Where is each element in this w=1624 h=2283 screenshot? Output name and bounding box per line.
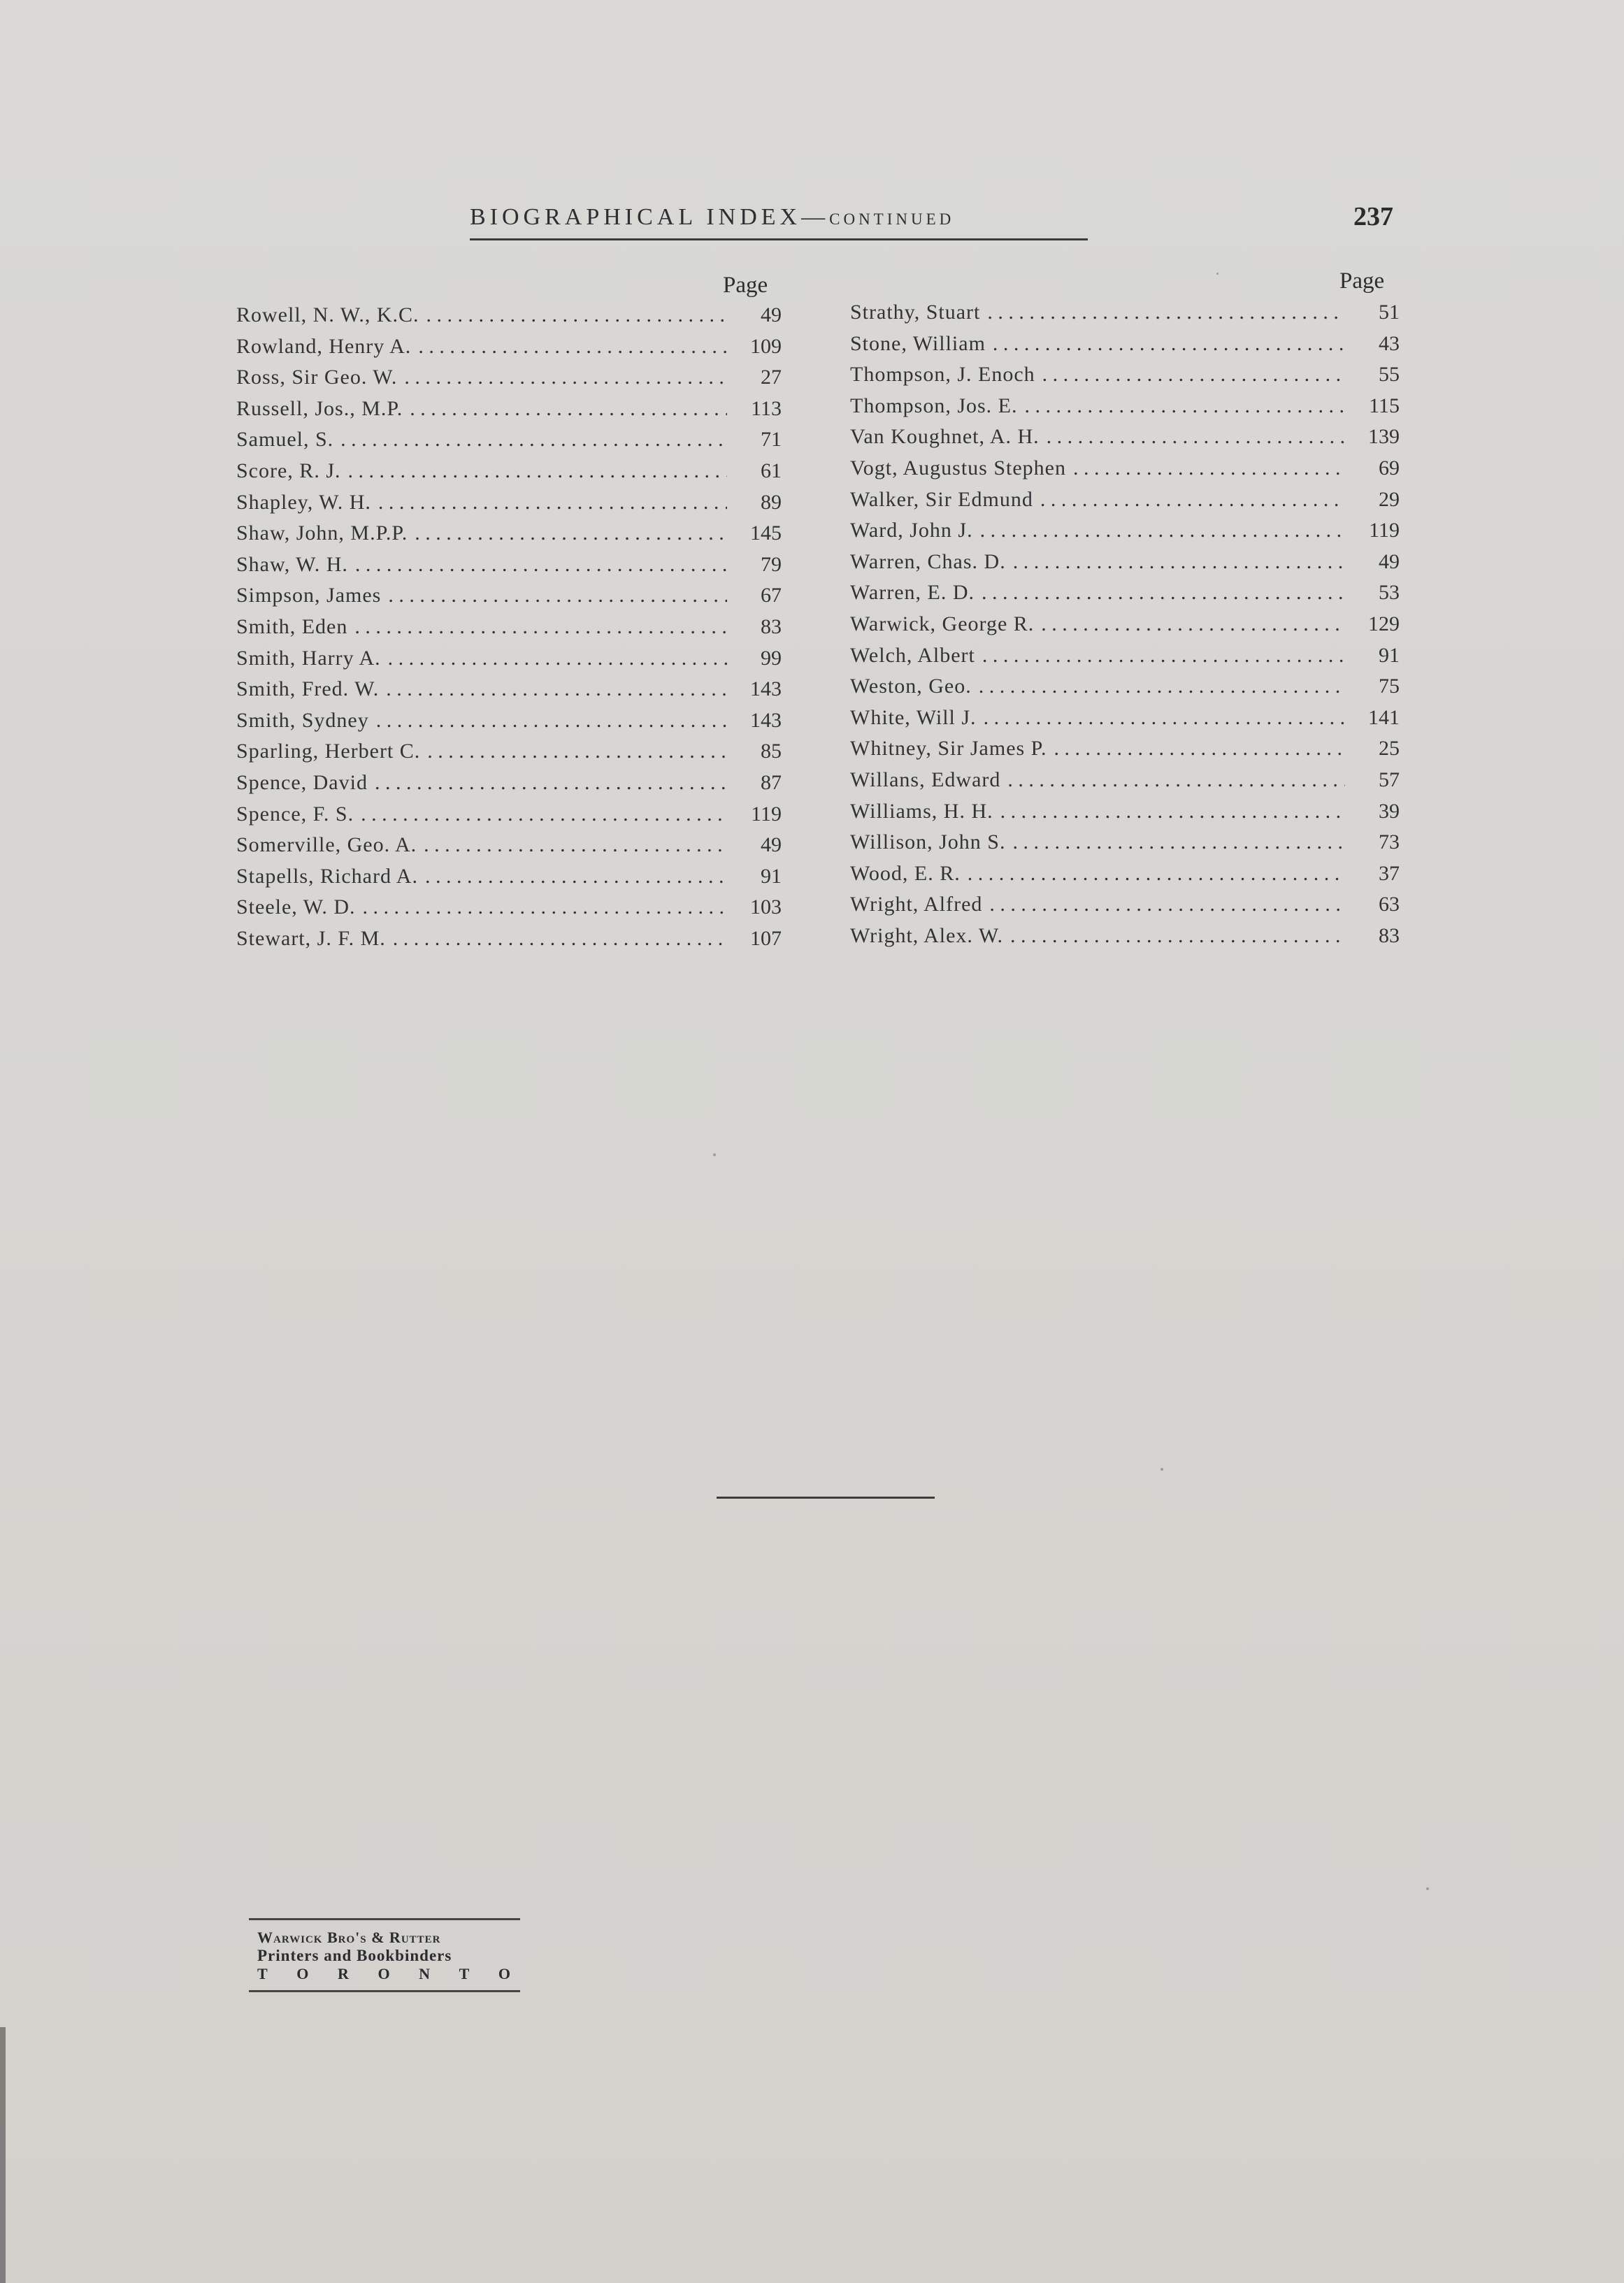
imprint-trade: Printers and Bookbinders xyxy=(257,1947,452,1964)
index-entry-name: Smith, Fred. W. xyxy=(236,677,380,701)
index-entry-name: Smith, Sydney xyxy=(236,708,369,732)
dot-leader xyxy=(1000,800,1345,823)
dot-leader xyxy=(418,335,727,359)
dot-leader xyxy=(1040,488,1345,512)
dot-leader xyxy=(415,521,727,545)
dot-leader xyxy=(354,615,727,639)
index-entry-name: Smith, Eden xyxy=(236,614,348,638)
index-entry xyxy=(850,519,1400,550)
dot-leader xyxy=(340,428,727,452)
dot-leader xyxy=(1054,737,1345,761)
index-entry xyxy=(850,363,1400,394)
index-entry xyxy=(236,428,782,459)
index-entry-name: Spence, David xyxy=(236,770,368,794)
dot-leader xyxy=(1013,830,1346,854)
index-entry-name: Simpson, James xyxy=(236,584,382,607)
index-entry xyxy=(850,830,1400,862)
index-entry-page: 79 xyxy=(761,552,782,576)
index-column-left xyxy=(236,303,782,958)
index-entry-page: 145 xyxy=(750,521,782,545)
index-entry xyxy=(236,927,782,958)
index-column-right xyxy=(850,301,1400,955)
index-entry-name: Whitney, Sir James P. xyxy=(850,737,1047,761)
index-entry-name: Willison, John S. xyxy=(850,830,1006,854)
dot-leader xyxy=(1042,363,1345,387)
index-entry xyxy=(850,488,1400,519)
index-entry xyxy=(850,456,1400,488)
index-entry-name: Samuel, S. xyxy=(236,428,334,452)
index-entry-page: 49 xyxy=(1379,549,1400,573)
index-entry-name: Score, R. J. xyxy=(236,459,341,482)
index-entry-page: 25 xyxy=(1379,737,1400,761)
index-entry-page: 143 xyxy=(750,708,782,732)
imprint-firm-name: Warwick Bro's & Rutter xyxy=(257,1929,441,1946)
paper-speck xyxy=(713,1153,716,1156)
index-entry-page: 85 xyxy=(761,740,782,763)
index-entry xyxy=(850,675,1400,706)
index-entry-page: 89 xyxy=(761,490,782,514)
dot-leader xyxy=(987,301,1345,324)
imprint-city-letter: O xyxy=(378,1965,390,1982)
index-entry-page: 51 xyxy=(1379,301,1400,324)
header-title: BIOGRAPHICAL INDEX— xyxy=(470,204,830,230)
right-column-page-heading: Page xyxy=(1339,268,1385,294)
dot-leader xyxy=(425,865,727,888)
index-entry xyxy=(236,833,782,865)
index-entry xyxy=(236,677,782,709)
index-entry-name: Wood, E. R. xyxy=(850,861,961,885)
dot-leader xyxy=(982,644,1345,668)
index-entry xyxy=(850,394,1400,426)
index-entry-name: Russell, Jos., M.P. xyxy=(236,396,403,420)
index-entry xyxy=(850,612,1400,644)
index-entry-name: Rowell, N. W., K.C. xyxy=(236,303,419,326)
paper-speck xyxy=(1426,1887,1429,1890)
end-of-index-rule xyxy=(717,1497,935,1499)
imprint-city-letter: R xyxy=(337,1965,349,1982)
dot-leader xyxy=(1010,924,1345,948)
dot-leader xyxy=(388,584,727,607)
paper-speck xyxy=(1216,273,1219,275)
dot-leader xyxy=(404,366,727,389)
index-entry-name: Strathy, Stuart xyxy=(850,301,981,324)
index-entry xyxy=(236,771,782,802)
dot-leader xyxy=(1073,456,1345,480)
header-underline xyxy=(470,238,1088,240)
index-entry xyxy=(236,303,782,335)
index-entry-name: Rowland, Henry A. xyxy=(236,334,412,358)
index-entry xyxy=(236,491,782,522)
index-entry-page: 83 xyxy=(761,614,782,638)
index-entry-name: Shapley, W. H. xyxy=(236,490,371,514)
paper-speck xyxy=(1160,1468,1163,1471)
index-entry-page: 143 xyxy=(750,677,782,701)
index-entry xyxy=(850,893,1400,924)
index-entry-page: 141 xyxy=(1368,705,1400,729)
index-entry xyxy=(236,802,782,834)
index-entry-page: 129 xyxy=(1368,612,1400,635)
index-entry xyxy=(236,335,782,366)
index-entry xyxy=(850,924,1400,956)
index-entry-name: Warren, Chas. D. xyxy=(850,549,1006,573)
index-entry-page: 63 xyxy=(1379,893,1400,916)
index-entry xyxy=(236,895,782,927)
index-entry-name: White, Will J. xyxy=(850,705,977,729)
imprint-city-letter: O xyxy=(498,1965,510,1982)
index-entry-page: 71 xyxy=(761,428,782,452)
dot-leader xyxy=(424,833,727,857)
index-entry-name: Vogt, Augustus Stephen xyxy=(850,456,1066,480)
index-entry-name: Warwick, George R. xyxy=(850,612,1035,635)
index-entry xyxy=(236,709,782,740)
dot-leader xyxy=(393,927,727,951)
dot-leader xyxy=(993,332,1345,356)
index-entry xyxy=(236,553,782,584)
dot-leader xyxy=(388,647,727,670)
index-entry xyxy=(850,425,1400,456)
dot-leader xyxy=(984,706,1345,730)
index-entry xyxy=(850,581,1400,612)
index-entry-name: Thompson, Jos. E. xyxy=(850,394,1018,417)
index-entry-page: 53 xyxy=(1379,581,1400,605)
index-entry-name: Sparling, Herbert C. xyxy=(236,740,421,763)
index-entry-name: Stewart, J. F. M. xyxy=(236,926,386,950)
index-entry-name: Van Koughnet, A. H. xyxy=(850,425,1040,449)
index-entry-name: Williams, H. H. xyxy=(850,799,993,823)
index-entry xyxy=(850,301,1400,332)
index-entry xyxy=(236,521,782,553)
index-entry xyxy=(850,706,1400,737)
index-entry-name: Steele, W. D. xyxy=(236,895,356,919)
imprint-city-letter: T xyxy=(459,1965,470,1982)
index-entry-page: 37 xyxy=(1379,861,1400,885)
index-entry xyxy=(236,865,782,896)
index-entry xyxy=(850,550,1400,582)
index-entry-page: 49 xyxy=(761,833,782,857)
dot-leader xyxy=(348,459,728,483)
index-entry-page: 119 xyxy=(1369,519,1400,542)
imprint-city-letter: T xyxy=(257,1965,268,1982)
page-edge-shadow xyxy=(0,2027,6,2283)
index-entry xyxy=(236,366,782,397)
imprint-bottom-rule xyxy=(249,1990,520,1992)
dot-leader xyxy=(361,802,727,826)
index-entry-page: 91 xyxy=(761,864,782,888)
index-entry-name: Shaw, W. H. xyxy=(236,552,348,576)
dot-leader xyxy=(1041,612,1345,636)
dot-leader xyxy=(1013,550,1345,574)
index-entry-page: 103 xyxy=(750,895,782,919)
index-entry xyxy=(850,862,1400,893)
index-entry-page: 83 xyxy=(1379,923,1400,947)
dot-leader xyxy=(410,397,727,421)
index-entry-name: Ward, John J. xyxy=(850,519,973,542)
index-entry-page: 29 xyxy=(1379,487,1400,511)
index-entry-page: 69 xyxy=(1379,456,1400,480)
index-entry-page: 67 xyxy=(761,584,782,607)
index-entry-name: Stone, William xyxy=(850,331,986,355)
dot-leader xyxy=(378,491,727,514)
index-entry-name: Spence, F. S. xyxy=(236,802,354,826)
index-entry xyxy=(850,332,1400,363)
index-entry-page: 139 xyxy=(1368,425,1400,449)
dot-leader xyxy=(427,740,727,763)
dot-leader xyxy=(363,895,728,919)
index-entry-page: 61 xyxy=(761,459,782,482)
dot-leader xyxy=(355,553,727,577)
index-entry xyxy=(850,737,1400,768)
dot-leader xyxy=(979,675,1345,698)
index-entry xyxy=(236,740,782,771)
index-entry xyxy=(236,647,782,678)
index-entry-page: 113 xyxy=(751,396,782,420)
index-entry-page: 43 xyxy=(1379,331,1400,355)
index-entry-page: 55 xyxy=(1379,363,1400,387)
header-title-continued: CONTINUED xyxy=(829,210,955,228)
index-entry xyxy=(236,397,782,428)
printer-imprint xyxy=(249,1918,520,1992)
index-entry-page: 27 xyxy=(761,366,782,389)
dot-leader xyxy=(376,709,727,733)
index-entry-name: Stapells, Richard A. xyxy=(236,864,418,888)
index-entry xyxy=(850,644,1400,675)
index-entry-name: Welch, Albert xyxy=(850,643,975,667)
index-entry-page: 73 xyxy=(1379,830,1400,854)
dot-leader xyxy=(386,677,727,701)
index-entry-page: 109 xyxy=(750,334,782,358)
index-entry-name: Willans, Edward xyxy=(850,768,1001,791)
imprint-city-letter: O xyxy=(296,1965,309,1982)
index-entry xyxy=(850,768,1400,800)
index-entry-name: Walker, Sir Edmund xyxy=(850,487,1033,511)
dot-leader xyxy=(1007,768,1345,792)
index-entry-name: Thompson, J. Enoch xyxy=(850,363,1035,387)
index-entry xyxy=(236,459,782,491)
dot-leader xyxy=(980,519,1345,542)
index-entry xyxy=(236,615,782,647)
index-entry-page: 87 xyxy=(761,770,782,794)
index-entry-name: Shaw, John, M.P.P. xyxy=(236,521,408,545)
dot-leader xyxy=(982,581,1345,605)
index-entry-name: Smith, Harry A. xyxy=(236,646,381,670)
index-entry-page: 91 xyxy=(1379,643,1400,667)
index-entry-name: Somerville, Geo. A. xyxy=(236,833,417,857)
index-entry-name: Weston, Geo. xyxy=(850,675,972,698)
index-entry-name: Wright, Alfred xyxy=(850,893,983,916)
index-entry-name: Wright, Alex. W. xyxy=(850,923,1003,947)
dot-leader xyxy=(989,893,1345,916)
index-entry-name: Warren, E. D. xyxy=(850,581,975,605)
index-entry-page: 57 xyxy=(1379,768,1400,791)
index-entry-page: 99 xyxy=(761,646,782,670)
dot-leader xyxy=(375,771,727,795)
dot-leader xyxy=(1047,425,1345,449)
imprint-city-letter: N xyxy=(419,1965,431,1982)
left-column-page-heading: Page xyxy=(723,273,768,298)
index-entry-page: 49 xyxy=(761,303,782,326)
index-entry-page: 119 xyxy=(751,802,782,826)
imprint-city xyxy=(257,1965,510,1983)
index-entry xyxy=(850,800,1400,831)
running-header xyxy=(470,204,954,231)
index-entry-page: 75 xyxy=(1379,675,1400,698)
index-entry xyxy=(236,584,782,615)
page-number: 237 xyxy=(1353,202,1393,231)
index-entry-page: 107 xyxy=(750,926,782,950)
index-entry-name: Ross, Sir Geo. W. xyxy=(236,366,398,389)
index-entry-page: 39 xyxy=(1379,799,1400,823)
dot-leader xyxy=(1025,394,1345,418)
dot-leader xyxy=(968,862,1345,886)
index-entry-page: 115 xyxy=(1369,394,1400,417)
dot-leader xyxy=(426,303,727,327)
